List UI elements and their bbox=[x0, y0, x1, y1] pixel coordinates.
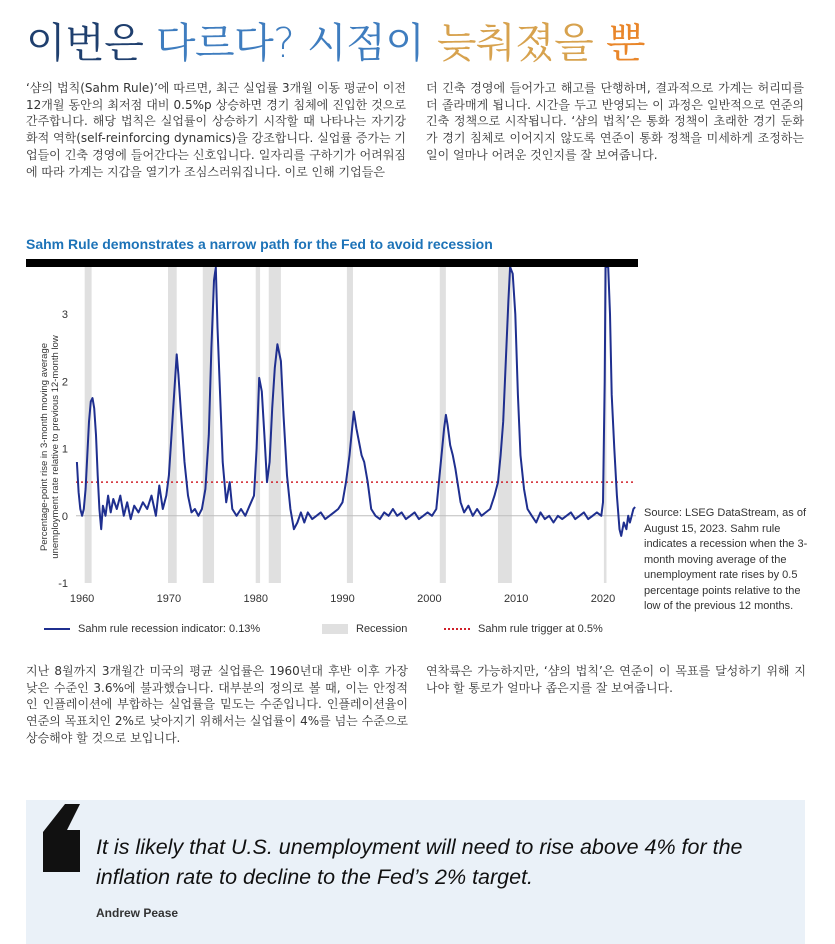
x-tick-label-3: 1990 bbox=[330, 593, 355, 605]
y-axis-label-line2: unemployment rate relative to previous 12-month low bbox=[50, 335, 61, 559]
recession-band-7 bbox=[498, 267, 512, 583]
x-tick-label-4: 2000 bbox=[417, 593, 442, 605]
headline-part-5: 뿐 bbox=[605, 19, 645, 67]
legend-line-swatch bbox=[44, 628, 70, 630]
headline-part-2: 다르다? bbox=[155, 19, 307, 67]
y-tick-label-3: 2 bbox=[61, 376, 68, 389]
x-tick-label-5: 2010 bbox=[503, 593, 529, 605]
headline-part-3: 시점이 bbox=[306, 19, 437, 67]
article-paragraph-2: 더 긴축 경영에 들어가고 해고를 단행하며, 결과적으로 가계는 허리띠를 더 졸라매게 됩니다. 시간을 두고 반영되는 이 과정은 일반적으로 연준의 긴축 정책으로 시작됩니다. ‘샴의 법칙’은 통화 정책이 초래한 경기 둔화가 경기 침체로 이어지지 않도록 연준이 통화 정책을 미세하게 조정하는 일이 얼마나 어려운 것인지를 잘 보여줍니다. bbox=[426, 81, 804, 162]
page-headline bbox=[26, 10, 645, 69]
headline-part-1: 이번은 bbox=[26, 19, 156, 67]
x-tick-label-6: 2020 bbox=[590, 593, 616, 605]
legend-recession-swatch bbox=[322, 624, 348, 634]
pull-quote-text: It is likely that U.S. unemployment will need to rise above 4% for the inflation rate to decline to the Fed’s 2% target. bbox=[96, 835, 743, 889]
x-tick-label-2: 1980 bbox=[243, 593, 268, 605]
y-tick-label-2: 1 bbox=[61, 443, 68, 456]
sahm-rule-chart bbox=[26, 267, 638, 623]
legend-recession-label: Recession bbox=[356, 623, 408, 635]
legend-recession bbox=[322, 623, 407, 635]
x-tick-label-1: 1970 bbox=[156, 593, 182, 605]
legend-indicator bbox=[44, 623, 260, 635]
x-tick-label-0: 1960 bbox=[69, 593, 95, 605]
article-paragraph-4: 연착륙은 가능하지만, ‘샴의 법칙’은 연준이 이 목표를 달성하기 위해 지나야 할 통로가 얼마나 좁은지를 잘 보여줍니다. bbox=[426, 664, 806, 695]
article-paragraph-1: ‘샴의 법칙(Sahm Rule)’에 따르면, 최근 실업률 3개월 이동 평균이 이전 12개월 동안의 최저점 대비 0.5%p 상승하면 경기 침체에 진입한 것으로 간주합니다. 해당 법칙은 실업률이 상승하기 시작할 때 나타나는 자기강화적 역학(self-reinforcing dynamics)을 강조합니다. 실업률 증가는 기업들이 긴축 경영에 들어간다는 신호입니다. 일자리를 구하기가 어려워짐에 따라 가계는 지갑을 열기가 조심스러워집니다. 이로 인해 기업들은 bbox=[26, 81, 406, 179]
recession-bands bbox=[85, 267, 607, 583]
legend-indicator-label: Sahm rule recession indicator: 0.13% bbox=[78, 623, 261, 635]
legend-trigger-swatch bbox=[444, 628, 470, 630]
legend-trigger-label: Sahm rule trigger at 0.5% bbox=[478, 623, 603, 635]
quote-mark-icon bbox=[43, 804, 81, 874]
y-tick-label-1: 0 bbox=[61, 510, 68, 523]
y-tick-label-4: 3 bbox=[61, 309, 68, 322]
pull-quote-author: Andrew Pease bbox=[96, 906, 179, 920]
chart-header-bar bbox=[26, 259, 638, 267]
series-line bbox=[77, 267, 635, 536]
y-tick-label-0: -1 bbox=[58, 578, 68, 590]
chart-source-note: Source: LSEG DataStream, as of August 15, 2023. Sahm rule indicates a recession when the 3-month moving average of the unemployment rate rises by 0.5 percentage points relative to the low of the previous 12 months. bbox=[644, 507, 808, 612]
legend-trigger bbox=[444, 623, 603, 635]
chart-title: Sahm Rule demonstrates a narrow path for the Fed to avoid recession bbox=[26, 236, 493, 252]
article-paragraph-3: 지난 8월까지 3개월간 미국의 평균 실업률은 1960년대 후반 이후 가장 낮은 수준인 3.6%에 불과했습니다. 대부분의 정의로 볼 때, 이는 안정적인 인플레이션에 부합하는 실업률을 밑도는 수준입니다. 인플레이션율이 연준의 목표치인 2%로 낮아지기 위해서는 실업률이 4%를 넘는 수준으로 상승해야 할 것으로 보입니다. bbox=[26, 664, 408, 745]
x-tick-labels bbox=[70, 593, 615, 605]
headline-part-4: 늦춰졌을 bbox=[436, 19, 606, 67]
y-axis-label-line1: Percentage-point rise in 3-month moving average bbox=[39, 342, 50, 552]
